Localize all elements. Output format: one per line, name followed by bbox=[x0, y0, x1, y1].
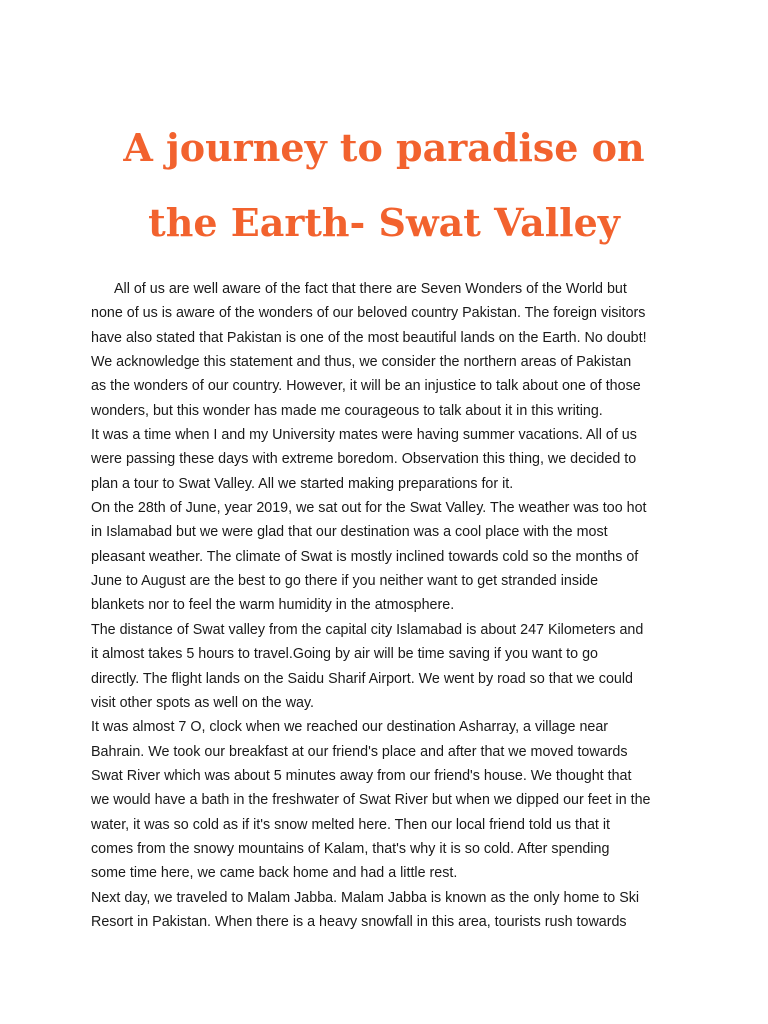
text-line: We acknowledge this statement and thus, we consider the northern areas of Pakistan bbox=[91, 354, 632, 371]
paragraph-vacation bbox=[91, 423, 691, 496]
text-line: water, it was so cold as if it's snow melted here. Then our local friend told us that it bbox=[91, 816, 610, 833]
text-line: have also stated that Pakistan is one of the most beautiful lands on the Earth. No doubt! bbox=[91, 329, 647, 346]
text-line: comes from the snowy mountains of Kalam, that's why it is so cold. After spending bbox=[91, 840, 610, 857]
text-line: Next day, we traveled to Malam Jabba. Malam Jabba is known as the only home to Ski bbox=[91, 889, 640, 906]
text-line: visit other spots as well on the way. bbox=[91, 694, 315, 711]
article-body bbox=[91, 277, 691, 934]
title-line: A journey to paradise on bbox=[123, 125, 645, 170]
text-line: On the 28th of June, year 2019, we sat out for the Swat Valley. The weather was too hot bbox=[91, 500, 647, 517]
text-line: directly. The flight lands on the Saidu Sharif Airport. We went by road so that we could bbox=[91, 670, 633, 687]
text-line: Swat River which was about 5 minutes away from our friend's house. We thought that bbox=[91, 767, 632, 784]
text-line: It was a time when I and my University mates were having summer vacations. All of us bbox=[91, 427, 637, 444]
text-line: blankets nor to feel the warm humidity in the atmosphere. bbox=[91, 597, 455, 614]
paragraph-intro bbox=[91, 277, 691, 423]
text-line: Resort in Pakistan. When there is a heavy snowfall in this area, tourists rush towards bbox=[91, 913, 627, 930]
page-title bbox=[60, 110, 708, 260]
text-line: June to August are the best to go there if you neither want to get stranded inside bbox=[91, 573, 599, 590]
text-line: wonders, but this wonder has made me courageous to talk about it in this writing. bbox=[91, 402, 603, 419]
text-line: in Islamabad but we were glad that our destination was a cool place with the most bbox=[91, 524, 608, 541]
text-line: were passing these days with extreme boredom. Observation this thing, we decided to bbox=[91, 451, 637, 468]
paragraph-malam-jabba bbox=[91, 886, 691, 935]
text-line: some time here, we came back home and had a little rest. bbox=[91, 865, 458, 882]
text-line: It was almost 7 O, clock when we reached our destination Asharray, a village near bbox=[91, 719, 609, 736]
paragraph-arrival bbox=[91, 715, 691, 885]
text-line: as the wonders of our country. However, it will be an injustice to talk about one of those bbox=[91, 378, 641, 395]
text-line: we would have a bath in the freshwater of Swat River but when we dipped our feet in the bbox=[91, 792, 651, 809]
text-line: Bahrain. We took our breakfast at our friend's place and after that we moved towards bbox=[91, 743, 628, 760]
text-line: it almost takes 5 hours to travel.Going by air will be time saving if you want to go bbox=[91, 646, 598, 663]
text-line: none of us is aware of the wonders of our beloved country Pakistan. The foreign visitors bbox=[91, 305, 646, 322]
paragraph-departure bbox=[91, 496, 691, 618]
paragraph-distance bbox=[91, 618, 691, 715]
text-line: pleasant weather. The climate of Swat is mostly inclined towards cold so the months of bbox=[91, 548, 639, 565]
text-line: The distance of Swat valley from the capital city Islamabad is about 247 Kilometers and bbox=[91, 621, 644, 638]
title-line: the Earth- Swat Valley bbox=[148, 200, 620, 245]
text-line: All of us are well aware of the fact that there are Seven Wonders of the World but bbox=[114, 281, 627, 297]
text-line: plan a tour to Swat Valley. All we started making preparations for it. bbox=[91, 475, 514, 492]
